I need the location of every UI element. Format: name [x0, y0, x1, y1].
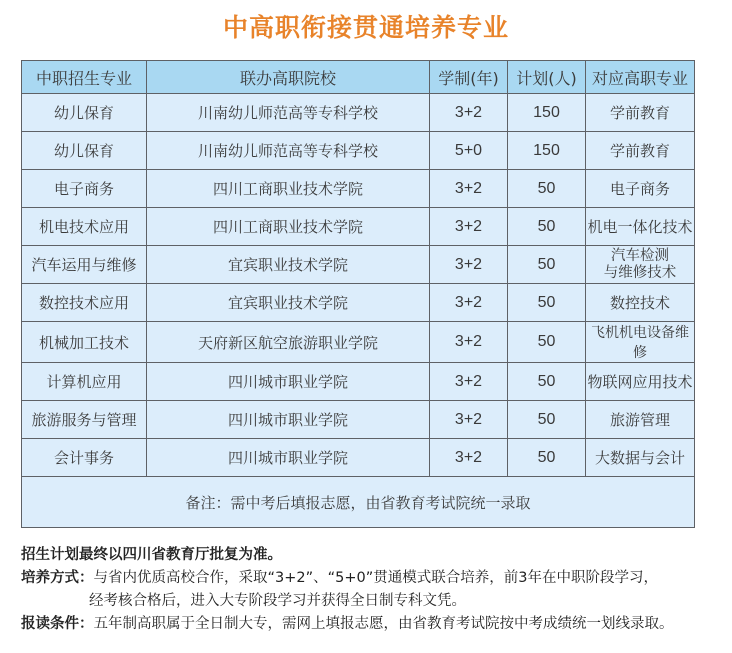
cell-school: 川南幼儿师范高等专科学校 [147, 132, 430, 170]
cell-target: 机电一体化技术 [586, 208, 695, 246]
table-footnote: 备注：需中考后填报志愿，由省教育考试院统一录取 [22, 477, 695, 528]
cell-system: 3+2 [430, 94, 508, 132]
table-row [22, 401, 695, 439]
cell-target: 数控技术 [586, 284, 695, 322]
notes-approval: 招生计划最终以四川省教育厅批复为准。 [21, 547, 282, 563]
cell-plan: 50 [508, 170, 586, 208]
cell-major: 幼儿保育 [22, 132, 147, 170]
cell-plan: 50 [508, 439, 586, 477]
notes-section [21, 544, 721, 636]
cell-target: 大数据与会计 [586, 439, 695, 477]
cell-school: 四川城市职业学院 [147, 439, 430, 477]
header-plan: 计划(人) [508, 61, 586, 94]
cell-plan: 50 [508, 322, 586, 363]
notes-training-cont: 经考核合格后，进入大专阶段学习并获得全日制专科文凭。 [89, 593, 466, 609]
cell-target: 电子商务 [586, 170, 695, 208]
cell-major: 机电技术应用 [22, 208, 147, 246]
table-header-row [22, 61, 695, 94]
header-target: 对应高职专业 [586, 61, 695, 94]
table-row [22, 322, 695, 363]
cell-major: 数控技术应用 [22, 284, 147, 322]
cell-plan: 50 [508, 208, 586, 246]
table-footnote-row [22, 477, 695, 528]
cell-target [586, 246, 695, 284]
cell-plan: 50 [508, 401, 586, 439]
cell-major: 幼儿保育 [22, 94, 147, 132]
cell-school: 宜宾职业技术学院 [147, 284, 430, 322]
cell-system: 3+2 [430, 170, 508, 208]
header-major: 中职招生专业 [22, 61, 147, 94]
cell-major: 会计事务 [22, 439, 147, 477]
cell-system: 3+2 [430, 322, 508, 363]
table-row [22, 132, 695, 170]
cell-system: 3+2 [430, 363, 508, 401]
table-row [22, 363, 695, 401]
table-row [22, 284, 695, 322]
table-row [22, 439, 695, 477]
cell-system: 3+2 [430, 208, 508, 246]
cell-school: 四川城市职业学院 [147, 401, 430, 439]
header-system: 学制(年) [430, 61, 508, 94]
cell-major: 汽车运用与维修 [22, 246, 147, 284]
notes-apply-label: 报读条件： [21, 616, 94, 632]
notes-apply-text: 五年制高职属于全日制大专，需网上填报志愿，由省教育考试院按中考成绩统一划线录取。 [93, 616, 674, 632]
cell-system: 3+2 [430, 401, 508, 439]
cell-major: 机械加工技术 [22, 322, 147, 363]
majors-table [21, 60, 695, 528]
page-title: 中高职衔接贯通培养专业 [222, 13, 509, 42]
cell-plan: 50 [508, 284, 586, 322]
cell-system: 3+2 [430, 284, 508, 322]
cell-plan: 50 [508, 246, 586, 284]
notes-training-text: 与省内优质高校合作，采取“3+2”、“5+0”贯通模式联合培养，前3年在中职阶段学习， [93, 570, 658, 586]
cell-system: 5+0 [430, 132, 508, 170]
cell-target: 物联网应用技术 [586, 363, 695, 401]
table-row [22, 94, 695, 132]
table-row [22, 246, 695, 284]
cell-target: 学前教育 [586, 132, 695, 170]
cell-plan: 150 [508, 132, 586, 170]
cell-plan: 50 [508, 363, 586, 401]
cell-school: 四川城市职业学院 [147, 363, 430, 401]
cell-target: 飞机机电设备维修 [586, 322, 695, 363]
cell-school: 宜宾职业技术学院 [147, 246, 430, 284]
cell-system: 3+2 [430, 246, 508, 284]
cell-plan: 150 [508, 94, 586, 132]
cell-major: 电子商务 [22, 170, 147, 208]
cell-target-line2: 与维修技术 [603, 264, 677, 281]
cell-school: 四川工商职业技术学院 [147, 208, 430, 246]
cell-school: 天府新区航空旅游职业学院 [147, 322, 430, 363]
table-row [22, 170, 695, 208]
notes-apply [21, 613, 721, 636]
cell-school: 川南幼儿师范高等专科学校 [147, 94, 430, 132]
notes-training [21, 567, 721, 590]
cell-target: 学前教育 [586, 94, 695, 132]
notes-training-label: 培养方式： [21, 570, 94, 586]
cell-target: 旅游管理 [586, 401, 695, 439]
cell-major: 计算机应用 [22, 363, 147, 401]
cell-target-line1: 汽车检测 [611, 247, 669, 264]
cell-major: 旅游服务与管理 [22, 401, 147, 439]
cell-system: 3+2 [430, 439, 508, 477]
table-row [22, 208, 695, 246]
header-school: 联办高职院校 [147, 61, 430, 94]
cell-school: 四川工商职业技术学院 [147, 170, 430, 208]
